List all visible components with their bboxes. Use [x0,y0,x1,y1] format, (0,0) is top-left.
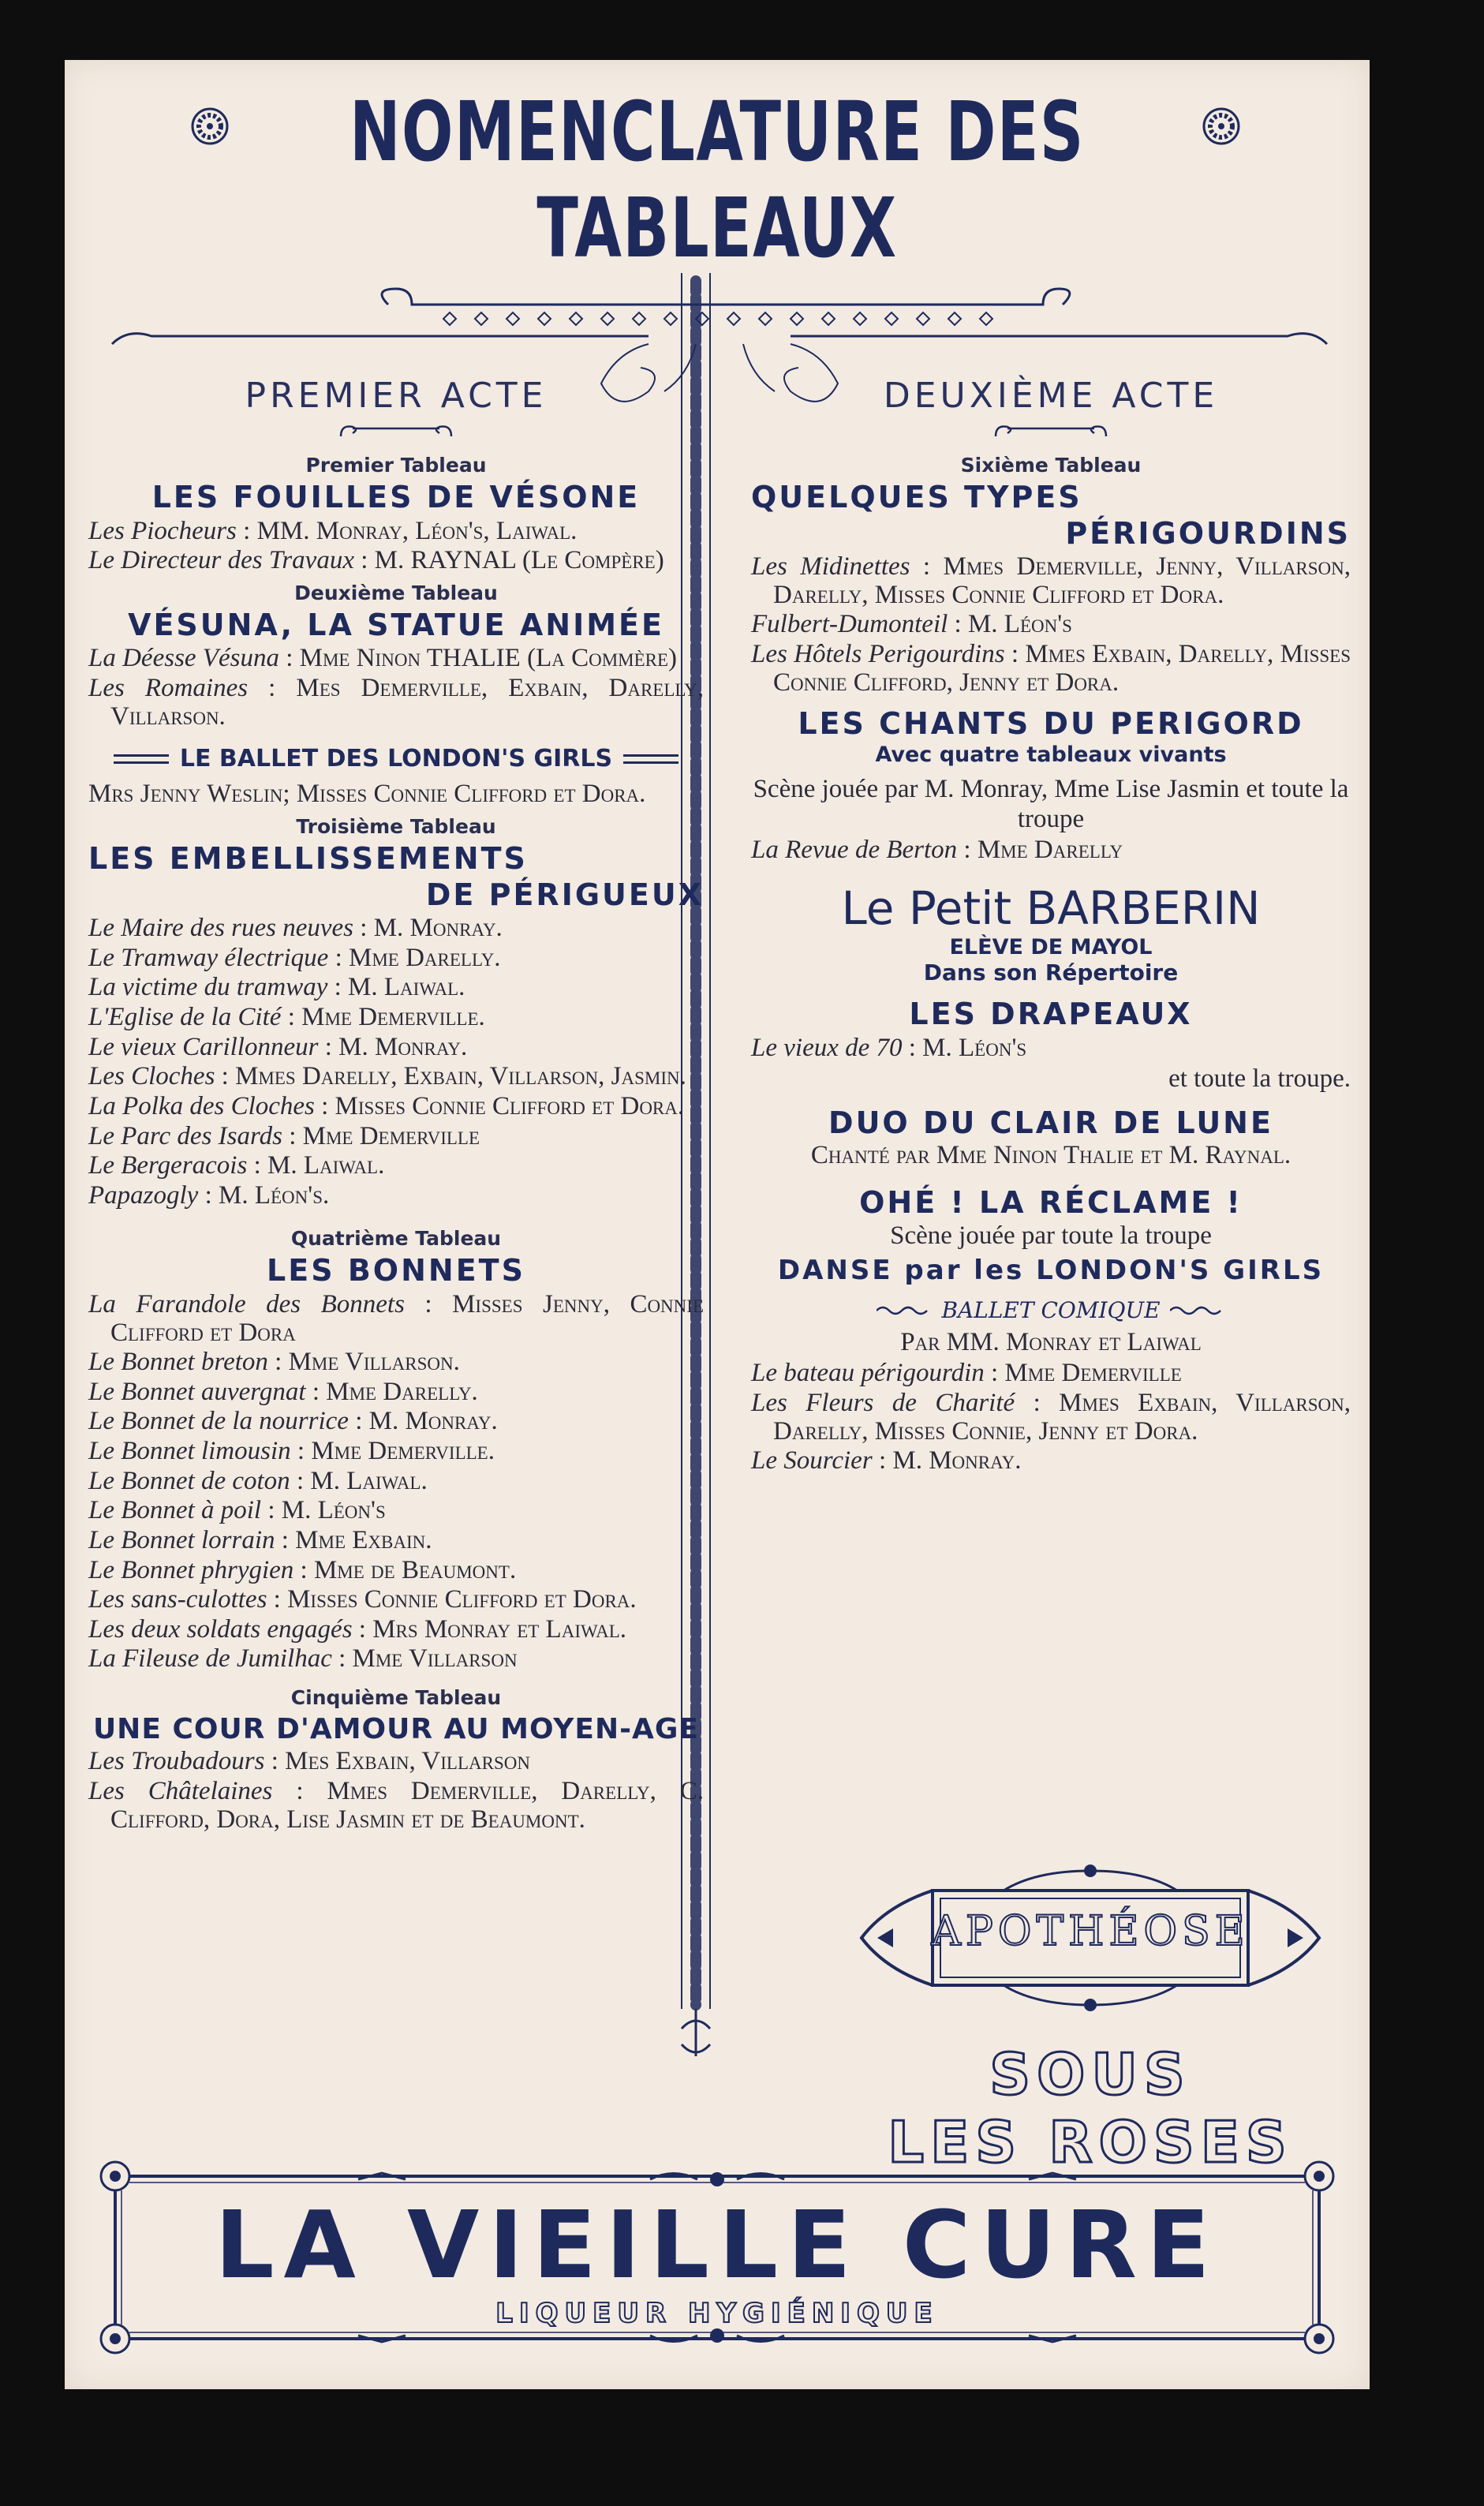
tableau-1-heading: LES FOUILLES DE VÉSONE [151,480,641,514]
cast-entry: L'Eglise de la Cité : Mme Demerville. [88,1003,485,1031]
act2-title: DEUXIÈME ACTE [883,376,1219,416]
tableau-4-label: Quatrième Tableau [290,1227,502,1251]
chants-subtitle: Avec quatre tableaux vivants [875,742,1227,767]
cast-entry: Les Cloches : Mmes Darelly, Exbain, Villarson, Jasmin. [88,1062,686,1091]
cast-entry: Le Maire des rues neuves : M. Monray. [88,914,503,943]
cast-entry: Le Bonnet lorrain : Mme Exbain. [88,1525,432,1554]
curl-ornament-icon [988,421,1114,441]
cast-entry: Les Midinettes : Mmes Demerville, Jenny, Villarson, Darelly, Misses Connie Clifford et Dora. [751,552,1351,609]
tableau-5-label: Cinquième Tableau [290,1686,502,1710]
duo-text: Chanté par Mme Ninon Thalie et M. Raynal. [810,1141,1291,1170]
tableau-3-heading-2: DE PÉRIGUEUX [425,877,704,912]
tableau-5-heading: UNE COUR D'AMOUR AU MOYEN-AGE [92,1713,700,1746]
cast-entry: Les Piocheurs : MM. Monray, Léon's, Laiwal. [88,516,578,545]
cast-entry: La victime du tramway : M. Laiwal. [88,973,465,1002]
chants-text: Scène jouée par M. Monray, Mme Lise Jasmin et toute la troupe [753,774,1349,833]
tableau-3-heading-1: LES EMBELLISSEMENTS [88,840,528,876]
cast-entry: Fulbert-Dumonteil : M. Léon's [751,610,1072,639]
cast-entry: Le bateau périgourdin : Mme Demerville [751,1359,1182,1388]
cast-entry: Le vieux de 70 : M. Léon's [751,1034,1027,1062]
cast-entry: Papazogly : M. Léon's. [88,1180,330,1210]
drapeaux-continuation: et toute la troupe. [1168,1064,1351,1093]
tableau-4-heading: LES BONNETS [267,1253,525,1289]
act1-title: PREMIER ACTE [245,376,548,416]
tableau-6-heading-1: QUELQUES TYPES [751,480,1082,514]
tableau-2-heading: VÉSUNA, LA STATUE ANIMÉE [128,607,664,642]
cast-entry: Les Châtelaines : Mmes Demerville, Darelly, C. Clifford, Dora, Lise Jasmin et de Beaumont. [88,1776,705,1834]
cast-entry: La Polka des Cloches : Misses Connie Clifford et Dora. [88,1091,685,1120]
cast-entry: Le Bergeracois : M. Laiwal. [88,1151,385,1180]
reclame-text: Scène jouée par toute la troupe [890,1221,1212,1250]
reclame-heading: OHÉ ! LA RÉCLAME ! [859,1185,1243,1221]
advert-brand: LA VIEILLE CURE [215,2190,1220,2299]
double-rule-right [623,754,678,764]
cast-entry: Le Bonnet auvergnat : Mme Darelly. [88,1377,478,1406]
cast-entry: La Revue de Berton : Mme Darelly [751,835,1123,864]
cast-entry: Les deux soldats engagés : Mrs Monray et Laiwal. [88,1614,627,1644]
cast-entry: Le Bonnet de coton : M. Laiwal. [88,1466,428,1495]
cast-entry: Le Sourcier : M. Monray. [751,1446,1022,1476]
cast-entry: Les Troubadours : Mes Exbain, Villarson [88,1747,530,1776]
tableau-6-label: Sixième Tableau [960,454,1142,477]
cast-entry: La Farandole des Bonnets : Misses Jenny, Connie Clifford et Dora [88,1289,704,1347]
double-rule-left [114,754,169,764]
cast-entry: Le Bonnet breton : Mme Villarson. [88,1348,460,1377]
ballet-comique-title: BALLET COMIQUE [941,1297,1161,1324]
rosette-left-icon [189,106,230,147]
cast-entry: La Déesse Vésuna : Mme Ninon THALIE (La Commère) [88,644,678,673]
wave-right-icon [1170,1305,1225,1316]
drapeaux-heading: LES DRAPEAUX [909,997,1193,1032]
tableau-2-label: Deuxième Tableau [294,581,498,604]
ballet-title: LE BALLET DES LONDON'S GIRLS [179,745,613,773]
cast-entry: Le vieux Carillonneur : M. Monray. [88,1032,468,1061]
apotheose-title: APOTHÉOSE [931,1908,1250,1955]
cast-entry: Les Fleurs de Charité : Mmes Exbain, Villarson, Darelly, Misses Connie, Jenny et Dora. [751,1388,1351,1446]
chants-heading: LES CHANTS DU PERIGORD [798,706,1304,742]
wave-left-icon [877,1305,932,1316]
cast-entry: Le Bonnet à poil : M. Léon's [88,1496,386,1525]
cast-entry: Les Hôtels Perigourdins : Mmes Exbain, Darelly, Misses Connie Clifford, Jenny et Dora. [751,640,1351,697]
curl-ornament-icon [333,421,459,441]
ballet-comique-heading [751,1297,1351,1323]
duo-heading: DUO DU CLAIR DE LUNE [828,1105,1273,1140]
cast-entry: Les sans-culottes : Misses Connie Clifford et Dora. [88,1585,637,1614]
right-column [751,376,1351,1477]
barberin-title: Le Petit BARBERIN [841,881,1261,936]
barberin-sub-1: ELÈVE DE MAYOL [949,935,1153,960]
advert-box [98,2159,1336,2356]
tableau-3-label: Troisième Tableau [296,814,496,838]
page-title: NOMENCLATURE DES TABLEAUX [350,84,1085,276]
cast-entry: Le Bonnet phrygien : Mme de Beaumont. [88,1555,517,1584]
finale-line-1: SOUS [989,2041,1191,2108]
ballet-comique-text: Par MM. Monray et Laiwal [900,1328,1202,1357]
tableau-6-heading-2: PÉRIGOURDINS [1065,515,1351,551]
advert-tagline: LIQUEUR HYGIÉNIQUE [495,2298,939,2329]
cast-entry: Les Romaines : Mes Demerville, Exbain, Darelly, Villarson. [88,674,704,731]
cast-entry: Le Directeur des Travaux : M. RAYNAL (Le Compère) [88,546,664,575]
cast-entry: Le Tramway électrique : Mme Darelly. [88,943,501,972]
ballet-heading [88,745,704,772]
danse-heading: DANSE par les LONDON'S GIRLS [777,1254,1325,1286]
left-column [88,376,704,1835]
rosette-right-icon [1201,106,1242,147]
cast-entry: Le Bonnet limousin : Mme Demerville. [88,1437,495,1466]
finale-block [846,2040,1335,2177]
ballet-cast: Mrs Jenny Weslin; Misses Connie Clifford et Dora. [88,780,646,809]
program-page [65,60,1370,2389]
finale-line-2: LES ROSES [888,2109,1293,2176]
apotheose-cartouche [846,1859,1335,2017]
cast-entry: La Fileuse de Jumilhac : Mme Villarson [88,1644,518,1674]
cast-entry: Le Parc des Isards : Mme Demerville [88,1121,480,1150]
tableau-1-label: Premier Tableau [305,454,487,477]
barberin-sub-2: Dans son Répertoire [923,959,1179,986]
cast-entry: Le Bonnet de la nourrice : M. Monray. [88,1407,498,1436]
